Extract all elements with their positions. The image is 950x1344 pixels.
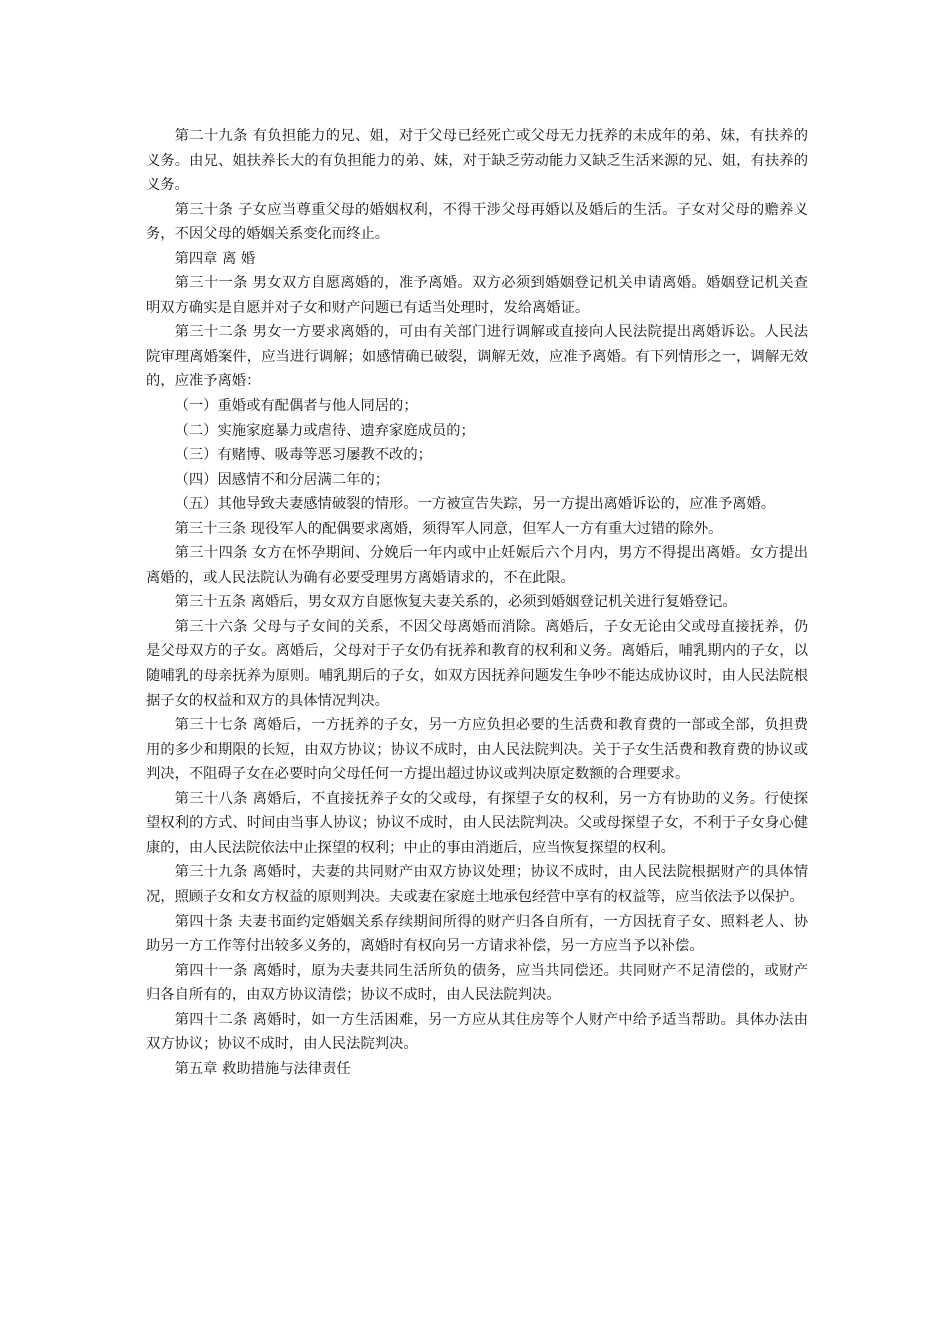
article-32-item-2: （二）实施家庭暴力或虐待、遗弃家庭成员的；	[174, 422, 475, 439]
article-42: 第四十二条 离婚时，如一方生活困难，另一方应从其住房等个人财产中给予适当帮助。具体办法由双方协议；协议不成时，由人民法院判决。	[146, 1011, 808, 1053]
article-32-item-1: （一）重婚或有配偶者与他人同居的；	[174, 398, 418, 415]
article-38: 第三十八条 离婚后，不直接抚养子女的父或母，有探望子女的权利，另一方有协助的义务。行使探望权利的方式、时间由当事人协议；协议不成时，由人民法院判决。父或母探望子女，不利于子女身心健康的，由人民法院依法中止探望的权利；中止的事由消逝后，应当恢复探望的权利。	[146, 790, 808, 856]
chapter-5-heading: 第五章 救助措施与法律责任	[174, 1060, 351, 1077]
article-37: 第三十七条 离婚后，一方抚养的子女，另一方应负担必要的生活费和教育费的一部或全部，负担费用的多少和期限的长短，由双方协议；协议不成时，由人民法院判决。关于子女生活费和教育费的协议或判决，不阻碍子女在必要时向父母任何一方提出超过协议或判决原定数额的合理要求。	[146, 717, 808, 783]
document-page	[146, 124, 808, 1081]
article-30: 第三十条 子女应当尊重父母的婚姻权利，不得干涉父母再婚以及婚后的生活。子女对父母的赡养义务，不因父母的婚姻关系变化而终止。	[146, 201, 808, 243]
article-29: 第二十九条 有负担能力的兄、姐，对于父母已经死亡或父母无力抚养的未成年的弟、妹，有扶养的义务。由兄、姐扶养长大的有负担能力的弟、妹，对于缺乏劳动能力又缺乏生活来源的兄、姐，有扶养的义务。	[146, 128, 808, 194]
article-32-item-5: （五）其他导致夫妻感情破裂的情形。一方被宣告失踪，另一方提出离婚诉讼的，应准予离婚。	[174, 496, 776, 513]
article-34: 第三十四条 女方在怀孕期间、分娩后一年内或中止妊娠后六个月内，男方不得提出离婚。女方提出离婚的，或人民法院认为确有必要受理男方离婚请求的，不在此限。	[146, 545, 808, 586]
article-39: 第三十九条 离婚时，夫妻的共同财产由双方协议处理；协议不成时，由人民法院根据财产的具体情况，照顾子女和女方权益的原则判决。夫或妻在家庭土地承包经营中享有的权益等，应当依法予以保护。	[146, 864, 808, 905]
article-31: 第三十一条 男女双方自愿离婚的，准予离婚。双方必须到婚姻登记机关申请离婚。婚姻登记机关查明双方确实是自愿并对子女和财产问题已有适当处理时，发给离婚证。	[146, 275, 808, 316]
article-33: 第三十三条 现役军人的配偶要求离婚，须得军人同意，但军人一方有重大过错的除外。	[174, 520, 723, 537]
chapter-4-heading: 第四章 离 婚	[174, 250, 256, 267]
article-40: 第四十条 夫妻书面约定婚姻关系存续期间所得的财产归各自所有，一方因抚育子女、照料老人、协助另一方工作等付出较多义务的，离婚时有权向另一方请求补偿，另一方应当予以补偿。	[146, 913, 808, 955]
article-35: 第三十五条 离婚后，男女双方自愿恢复夫妻关系的，必须到婚姻登记机关进行复婚登记。	[174, 594, 737, 611]
article-32-item-4: （四）因感情不和分居满二年的；	[174, 471, 390, 488]
article-41: 第四十一条 离婚时，原为夫妻共同生活所负的债务，应当共同偿还。共同财产不足清偿的，或财产归各自所有的，由双方协议清偿；协议不成时，由人民法院判决。	[146, 962, 808, 1004]
article-32: 第三十二条 男女一方要求离婚的，可由有关部门进行调解或直接向人民法院提出离婚诉讼。人民法院审理离婚案件，应当进行调解；如感情确已破裂，调解无效，应准予离婚。有下列情形之一，调解无效的，应准予离婚：	[146, 324, 808, 390]
article-36: 第三十六条 父母与子女间的关系，不因父母离婚而消除。离婚后，子女无论由父或母直接抚养，仍是父母双方的子女。离婚后，父母对于子女仍有抚养和教育的权利和义务。离婚后，哺乳期内的子女，以随哺乳的母亲抚养为原则。哺乳期后的子女，如双方因抚养问题发生争吵不能达成协议时，由人民法院根据子女的权益和双方的具体情况判决。	[146, 618, 808, 709]
article-32-item-3: （三）有赌博、吸毒等恶习屡教不改的；	[174, 447, 432, 464]
